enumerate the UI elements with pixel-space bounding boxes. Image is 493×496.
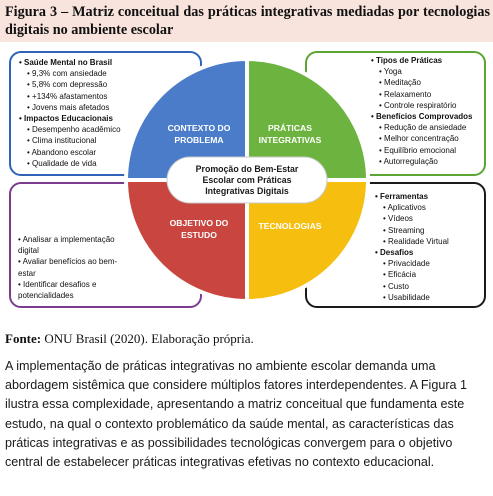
list-heading: • Impactos Educacionais (19, 114, 113, 124)
quadrant-label: TECNOLOGIAS (258, 221, 322, 231)
list-item: • Yoga (379, 67, 402, 77)
list-item: • +134% afastamentos (27, 91, 108, 101)
list-item: • 5,8% com depressão (27, 80, 108, 90)
list-item: • 9,3% com ansiedade (27, 69, 107, 79)
list-item: • Streaming (383, 225, 425, 235)
list-item: • Identificar desafios e (18, 279, 97, 289)
list-item: • Vídeos (383, 214, 413, 224)
list-item: • Qualidade de vida (27, 158, 97, 168)
list-item: • Abandono escolar (27, 147, 97, 157)
center-text: Integrativas Digitais (205, 186, 289, 196)
list-item: potencialidades (18, 291, 74, 301)
list-item: • Relaxamento (379, 89, 432, 99)
quadrant-label: INTEGRATIVAS (258, 135, 322, 145)
list-item: • Controle respiratório (379, 100, 457, 110)
list-item: • Avaliar benefícios ao bem- (18, 257, 118, 267)
source-label: Fonte: (5, 331, 42, 346)
body-paragraph: A implementação de práticas integrativas no ambiente escolar demanda uma abordagem sistêmica que considere múltiplos fatores interdependentes. A Figura 1 ilustra essa complexidade, apresentando a matriz conceitual que fundamenta este estudo, na qual o contexto problemático da saúde mental, as características das práticas integrativas e as possibilidades tecnológicas convergem para o objetivo central de estabelecer práticas integrativas efetivas no contexto educacional. (5, 359, 468, 470)
list-item: • Custo (383, 281, 409, 291)
list-item: • Usabilidade (383, 292, 430, 302)
source-text: ONU Brasil (2020). Elaboração própria. (41, 331, 254, 346)
list-item: • Desempenho acadêmico (27, 125, 121, 135)
list-item: • Autorregulação (379, 156, 438, 166)
list-heading: • Benefícios Comprovados (371, 112, 473, 122)
list-item: • Privacidade (383, 259, 430, 269)
list-item: • Jovens mais afetados (27, 102, 110, 112)
list-heading: • Ferramentas (375, 192, 429, 201)
center-text: Escolar com Práticas (202, 175, 292, 185)
list-heading: • Saúde Mental no Brasil (19, 58, 113, 67)
list-item: • Equilíbrio emocional (379, 145, 457, 155)
figure-source (5, 331, 254, 347)
list-item: • Eficácia (383, 270, 417, 280)
list-item: • Melhor concentração (379, 134, 459, 144)
list-heading: • Desafios (375, 248, 414, 258)
list-item: • Aplicativos (383, 203, 426, 213)
figure-caption: Figura 3 – Matriz conceitual das práticas integrativas mediadas por tecnologias digitais no ambiente escolar (5, 4, 490, 38)
list-item: digital (18, 246, 39, 256)
quadrant-label: PROBLEMA (174, 135, 224, 145)
list-item: • Redução de ansiedade (379, 123, 467, 133)
list-item: • Realidade Virtual (383, 236, 449, 246)
quadrant-label: OBJETIVO DO (169, 218, 229, 228)
quadrant-label: PRÁTICAS (268, 123, 312, 133)
center-text: Promoção do Bem-Estar (195, 164, 299, 174)
list-item: • Meditação (379, 78, 421, 88)
list-item: • Analisar a implementação (18, 235, 115, 244)
list-item: • Clima institucional (27, 136, 97, 146)
list-item: estar (18, 268, 36, 278)
quadrant-label: ESTUDO (181, 230, 217, 240)
list-heading: • Tipos de Práticas (371, 56, 443, 65)
quadrant-label: CONTEXTO DO (167, 123, 231, 133)
